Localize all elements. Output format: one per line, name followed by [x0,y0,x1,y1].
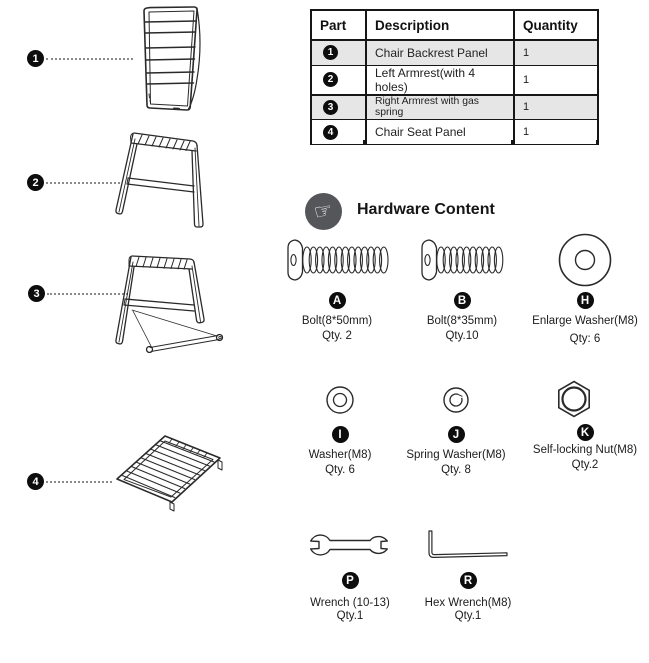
hex-wrench-icon [426,524,510,566]
part-3-label [28,285,45,302]
hardware-letter-badge: H [577,292,594,309]
hardware-item-spring-washer [391,378,521,476]
part-4-leader-line [46,481,112,483]
hardware-item-name: Hex Wrench(M8) [424,597,512,609]
hardware-item-qty: Qty.2 [571,459,599,471]
hardware-item-name: Self-locking Nut(M8) [532,444,638,456]
washer-icon [325,378,355,422]
table-row [311,65,598,95]
description-cell: Left Armrest(with 4 holes) [366,65,514,95]
hardware-item-qty: Qty. 6 [325,464,355,476]
part-cell [311,95,366,120]
hardware-item-washer [280,378,400,476]
right-armrest-gas-spring-drawing [106,248,236,364]
hardware-item-qty: Qty: 6 [569,333,601,345]
part-2-number: 2 [32,176,39,189]
hardware-item-name: Enlarge Washer(M8) [532,315,638,327]
hardware-content-title: Hardware Content [357,201,495,218]
part-cell [311,65,366,95]
hardware-item-hex-wrench [408,524,528,622]
part-1-label [27,50,44,67]
description-cell: Chair Seat Panel [366,120,514,145]
open-end-wrench-icon [308,524,392,566]
hand-point-right-icon: ☞ [305,193,342,230]
hardware-letter-badge: I [332,426,349,443]
hardware-item-qty: Qty.10 [445,330,479,342]
hardware-item-name: Bolt(8*50mm) [301,315,373,327]
parts-table-header-row [311,10,598,40]
description-cell: Right Armrest with gas spring [366,95,514,120]
hardware-letter-badge: J [448,426,465,443]
part-number-badge: 4 [323,125,338,140]
part-4-label [27,473,44,490]
hardware-letter-badge: P [342,572,359,589]
table-row [311,40,598,65]
hardware-item-bolt-b [402,234,522,342]
left-armrest-drawing [108,126,213,234]
quantity-cell: 1 [514,65,598,95]
description-cell: Chair Backrest Panel [366,40,514,65]
bolt-8x35-icon [419,234,505,286]
quantity-cell: 1 [514,120,598,145]
hardware-item-qty: Qty. 2 [322,330,352,342]
hardware-letter-badge: A [329,292,346,309]
hardware-item-bolt-a [277,234,397,342]
hardware-letter-badge: R [460,572,477,589]
hardware-item-name: Washer(M8) [308,449,372,461]
hardware-item-qty: Qty. 8 [441,464,471,476]
hardware-item-name: Bolt(8*35mm) [426,315,498,327]
part-number-badge: 3 [323,100,338,115]
hardware-item-enlarge-washer [520,234,649,345]
hardware-item-wrench [290,524,410,622]
chair-seat-panel-drawing [106,424,240,518]
part-2-label [27,174,44,191]
hardware-item-qty: Qty.1 [336,610,364,622]
part-3-number: 3 [33,287,40,300]
col-header-quantity: Quantity [514,10,598,40]
bolt-8x50-icon [285,234,389,286]
table-row [311,95,598,120]
hardware-item-name: Spring Washer(M8) [406,449,506,461]
part-number-badge: 1 [323,45,338,60]
col-header-part: Part [311,10,366,40]
parts-table [310,9,599,145]
hardware-item-qty: Qty.1 [454,610,482,622]
hardware-letter-badge: K [577,424,594,441]
hardware-item-self-locking-nut [522,378,648,471]
hardware-item-name: Wrench (10-13) [310,597,390,609]
part-cell [311,40,366,65]
col-header-description: Description [366,10,514,40]
part-1-number: 1 [32,52,39,65]
self-locking-nut-icon [554,378,594,422]
part-4-number: 4 [32,475,39,488]
enlarge-washer-icon [557,234,613,286]
hardware-letter-badge: B [454,292,471,309]
table-cropped-row-stubs [310,140,598,145]
part-number-badge: 2 [323,72,338,87]
part-1-leader-line [46,58,133,60]
quantity-cell: 1 [514,40,598,65]
quantity-cell: 1 [514,95,598,120]
chair-backrest-panel-drawing [130,3,230,121]
spring-washer-icon [442,378,470,422]
